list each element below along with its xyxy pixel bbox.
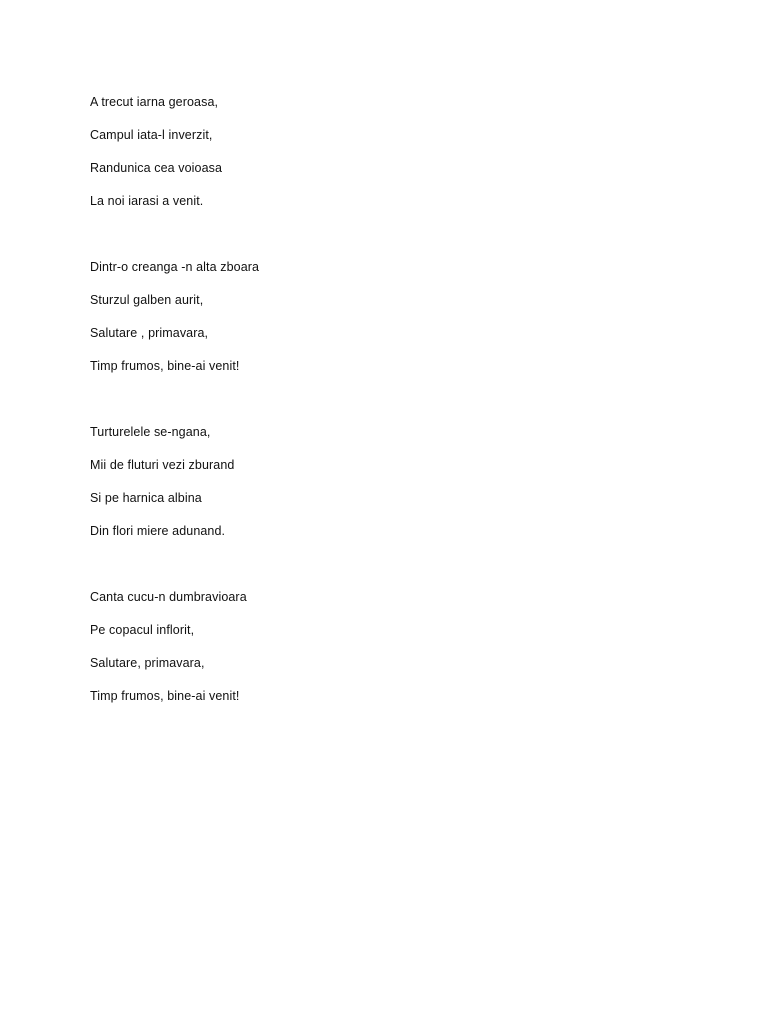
poem-line: A trecut iarna geroasa, — [90, 95, 219, 109]
poem-line: Pe copacul inflorit, — [90, 623, 195, 637]
stanza-4 — [90, 587, 690, 719]
poem-line: Timp frumos, bine-ai venit! — [90, 359, 240, 373]
poem-line: Randunica cea voioasa — [90, 161, 223, 175]
poem-line: Campul iata-l inverzit, — [90, 128, 213, 142]
poem-line: Mii de fluturi vezi zburand — [90, 458, 235, 472]
poem-line: Salutare, primavara, — [90, 656, 205, 670]
poem-line: Salutare , primavara, — [90, 326, 209, 340]
poem-line: Si pe harnica albina — [90, 491, 202, 505]
stanza-3 — [90, 422, 690, 554]
stanza-1 — [90, 92, 690, 224]
stanza-2 — [90, 257, 690, 389]
poem-line: Din flori miere adunand. — [90, 524, 226, 538]
poem-line: La noi iarasi a venit. — [90, 194, 204, 208]
poem-body — [90, 92, 690, 752]
poem-line: Timp frumos, bine-ai venit! — [90, 689, 240, 703]
poem-line: Turturelele se-ngana, — [90, 425, 211, 439]
poem-line: Dintr-o creanga -n alta zboara — [90, 260, 260, 274]
poem-line: Canta cucu-n dumbravioara — [90, 590, 247, 604]
poem-line: Sturzul galben aurit, — [90, 293, 204, 307]
